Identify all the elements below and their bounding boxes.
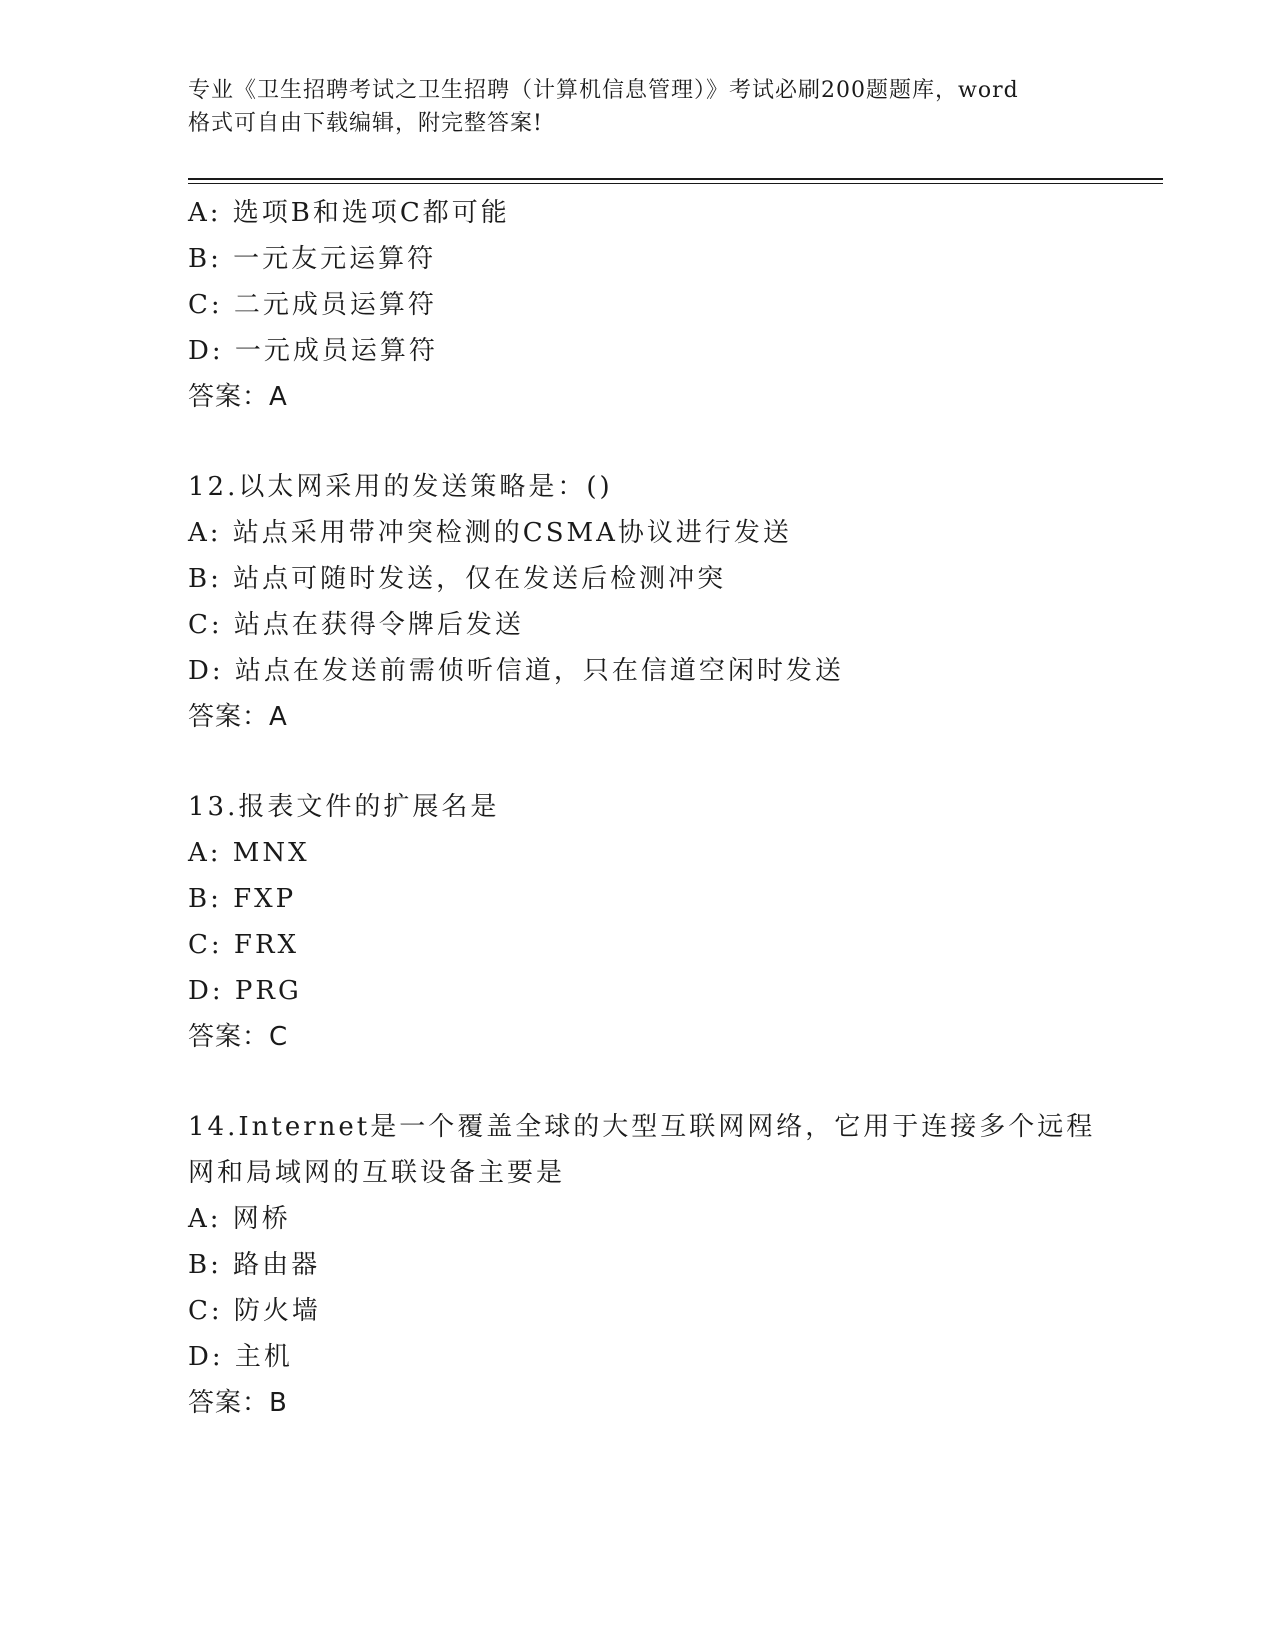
option-d: D: PRG — [188, 976, 302, 1006]
document-header — [188, 74, 1088, 140]
answer-label: 答案：B — [188, 1388, 288, 1418]
option-b: B: FXP — [188, 884, 297, 914]
option-a: A: MNX — [188, 838, 310, 868]
option-c: C: 站点在获得令牌后发送 — [188, 610, 524, 640]
option-c: C: FRX — [188, 930, 300, 960]
header-title-line-2: 格式可自由下载编辑，附完整答案! — [188, 111, 543, 136]
header-divider-thick — [188, 178, 1163, 180]
question-text-line-2: 网和局域网的互联设备主要是 — [188, 1158, 566, 1188]
option-d: D: 主机 — [188, 1342, 293, 1372]
spacer — [188, 740, 1148, 784]
answer-label: 答案：A — [188, 382, 288, 412]
option-d: D: 站点在发送前需侦听信道，只在信道空闲时发送 — [188, 656, 844, 686]
option-b: B: 路由器 — [188, 1250, 321, 1280]
spacer — [188, 1060, 1148, 1104]
answer-label: 答案：A — [188, 702, 288, 732]
spacer — [188, 420, 1148, 464]
question-block-14 — [188, 1104, 1148, 1426]
question-block-13 — [188, 784, 1148, 1060]
option-c: C: 二元成员运算符 — [188, 290, 437, 320]
answer-label: 答案：C — [188, 1022, 289, 1052]
question-block-12 — [188, 464, 1148, 740]
header-divider-thin — [188, 183, 1163, 184]
option-b: B: 一元友元运算符 — [188, 244, 437, 274]
question-content — [188, 190, 1148, 1426]
option-d: D: 一元成员运算符 — [188, 336, 438, 366]
option-c: C: 防火墙 — [188, 1296, 321, 1326]
question-text: 13.报表文件的扩展名是 — [188, 792, 500, 822]
option-b: B: 站点可随时发送，仅在发送后检测冲突 — [188, 564, 727, 594]
question-block-prev — [188, 190, 1148, 420]
option-a: A: 网桥 — [188, 1204, 291, 1234]
option-a: A: 选项B和选项C都可能 — [188, 198, 510, 228]
header-title-line-1: 专业《卫生招聘考试之卫生招聘（计算机信息管理）》考试必刷200题题库，word — [188, 78, 1019, 103]
question-text: 12.以太网采用的发送策略是：() — [188, 472, 613, 502]
option-a: A: 站点采用带冲突检测的CSMA协议进行发送 — [188, 518, 792, 548]
question-text-line-1: 14.Internet是一个覆盖全球的大型互联网网络，它用于连接多个远程 — [188, 1112, 1096, 1142]
